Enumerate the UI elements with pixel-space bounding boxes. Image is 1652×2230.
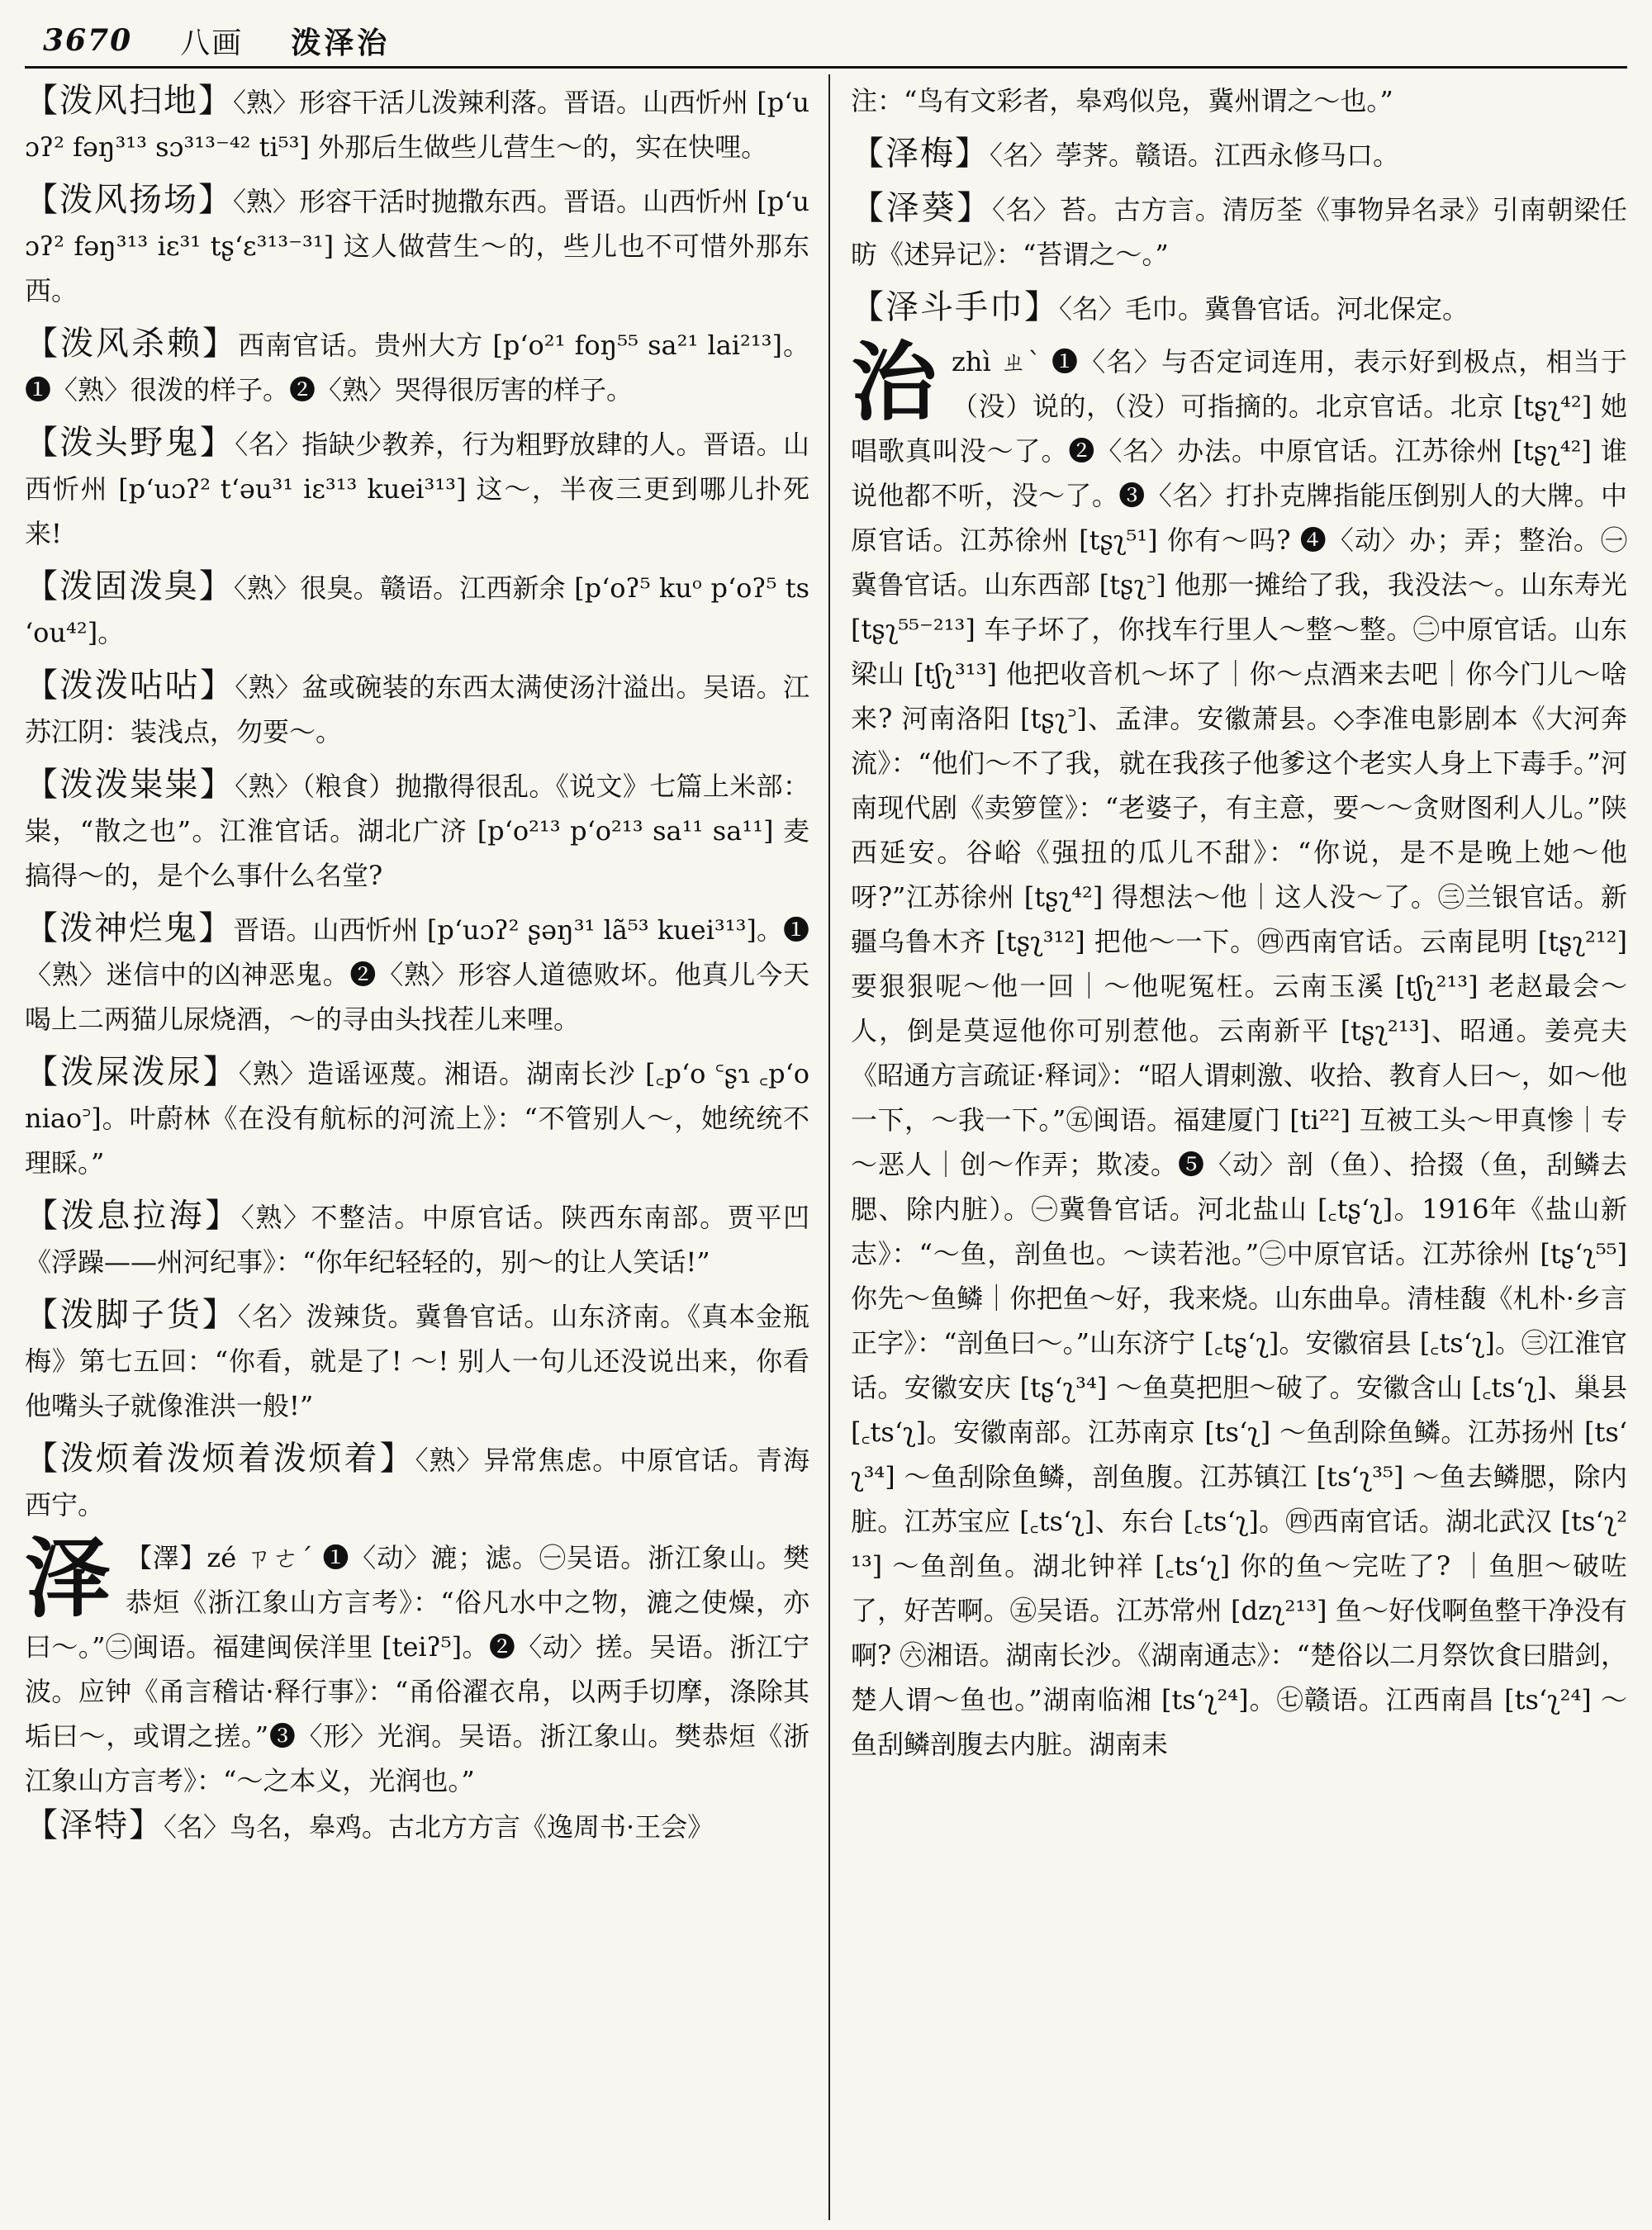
character-definition: 【澤】zé ㄗㄜˊ ❶〈动〉漉；滤。㊀吴语。浙江象山。樊恭烜《浙江象山方言考》：“俗凡水中之物，漉之使燥，亦曰～。”㊁闽语。福建闽侯洋里 [teiʔ⁵]。❷〈动〉搓。吴语。浙江宁波。应钟《甬言稽诂·释行事》：“甬俗濯衣帛，以两手切摩，涤除其垢曰～，或谓之搓。”❸〈形〉光润。吴语。浙江象山。樊恭烜《浙江象山方言考》：“～之本义，光润也。” <box>25 1542 809 1796</box>
entry <box>25 321 809 412</box>
entry-definition: 〈名〉苔。古方言。清厉荃《事物异名录》引南朝梁任昉《述异记》：“苔谓之～。” <box>851 194 1627 270</box>
character-entry <box>851 331 1627 1767</box>
entry-definition: 〈名〉鸟名，皋鸡。古北方方言《逸周书·王会》 <box>164 1811 714 1843</box>
headword: 【泼烦着泼烦着泼烦着】 <box>25 1440 415 1478</box>
headword: 【泼风扬场】 <box>25 181 234 219</box>
right-column <box>851 78 1627 2224</box>
entry <box>25 1050 809 1185</box>
entry <box>25 420 809 556</box>
entry-definition: 〈熟〉很臭。赣语。江西新余 [pʻoʔ⁵ kuᵒ pʻoʔ⁵ tsʻou⁴²]。 <box>25 572 809 648</box>
entry-definition: 〈熟〉不整洁。中原官话。陕西东南部。贾平凹《浮躁——州河纪事》：“你年纪轻轻的，别～的让人笑话!” <box>25 1202 809 1278</box>
header-characters: 泼泽治 <box>291 25 391 60</box>
entry <box>25 663 809 754</box>
headword: 【泼泼呫呫】 <box>25 667 235 705</box>
entry-definition: 〈名〉泼辣货。冀鲁官话。山东济南。《真本金瓶梅》第七五回：“你看，就是了! ～! 别人一句儿还没说出来，你看他嘴头子就像淮洪一般!” <box>25 1301 809 1421</box>
headword: 【泽斗手巾】 <box>851 288 1059 326</box>
headword: 【泽葵】 <box>851 189 992 227</box>
entry <box>25 1803 809 1849</box>
column-divider <box>828 74 830 2220</box>
headword: 【泼风杀赖】 <box>25 325 239 363</box>
section-label: 八画 <box>180 26 244 60</box>
continued-text: 注：“鸟有文彩者，皋鸡似凫，冀州谓之～也。” <box>851 85 1393 116</box>
left-column <box>25 78 809 2224</box>
entry-definition: 〈熟〉（粮食）抛撒得很乱。《说文》七篇上米部：粜，“散之也”。江淮官话。湖北广济 [pʻo²¹³ pʻo²¹³ sa¹¹ sa¹¹] 麦搞得～的，是个么事什么名堂? <box>25 771 809 891</box>
entry <box>25 78 809 169</box>
head-character: 泽 <box>25 1527 112 1629</box>
entry-definition: 〈名〉指缺少教养，行为粗野放肆的人。晋语。山西忻州 [pʻuɔʔ² tʻəu³¹ iɛ³¹³ kuei³¹³] 这～，半夜三更到哪儿扑死来! <box>25 429 809 549</box>
page-number: 3670 <box>43 23 133 58</box>
headword: 【泼泼粜粜】 <box>25 766 235 804</box>
entry-definition: 晋语。山西忻州 [pʻuɔʔ² ʂəŋ³¹ lã⁵³ kuei³¹³]。❶〈熟〉迷信中的凶神恶鬼。❷〈熟〉形容人道德败坏。他真儿今天喝上二两猫儿尿烧酒，～的寻由头找茬儿来哩。 <box>25 914 809 1035</box>
entry <box>25 1293 809 1428</box>
entry-definition: 〈名〉毛巾。冀鲁官话。河北保定。 <box>1059 293 1469 325</box>
headword: 【泼风扫地】 <box>25 82 234 120</box>
character-definition: zhì ㄓˋ ❶〈名〉与否定词连用，表示好到极点，相当于（没）说的，（没）可指摘的。北京官话。北京 [tʂʅ⁴²] 她唱歌真叫没～了。❷〈名〉办法。中原官话。江苏徐州 [tʂʅ⁴²] 谁说他都不听，没～了。❸〈名〉打扑克牌指能压倒别人的大牌。中原官话。江苏徐州 [tʂʅ⁵¹] 你有～吗? ❹〈动〉办；弄；整治。㊀冀鲁官话。山东西部 [tʂʅ꜄] 他那一摊给了我，我没法～。山东寿光 [tʂʅ⁵⁵⁻²¹³] 车子坏了，你找车行里人～整～整。㊁中原官话。山东梁山 [tʃʅ³¹³] 他把收音机～坏了｜你～点酒来去吧｜你今门儿～啥来? 河南洛阳 [tʂʅ꜄]、孟津。安徽萧县。◇李准电影剧本《大河奔流》：“他们～不了我，就在我孩子他爹这个老实人身上下毒手。”河南现代剧《卖箩筐》：“老婆子，有主意，要～～贪财图利人儿。”陕西延安。谷峪《强扭的瓜儿不甜》：“你说，是不是晚上她～他呀?”江苏徐州 [tʂʅ⁴²] 得想法～他｜这人没～了。㊂兰银官话。新疆乌鲁木齐 [tʂʅ³¹²] 把他～一下。㊃西南官话。云南昆明 [tʂʅ²¹²] 要狠狠呢～他一回｜～他呢冤枉。云南玉溪 [tʃʅ²¹³] 老赵最会～人，倒是莫逗他你可别惹他。云南新平 [tʂʅ²¹³]、昭通。姜亮夫《昭通方言疏证·释词》：“昭人谓刺激、收拾、教育人曰～，如～他一下，～我一下。”㊄闽语。福建厦门 [ti²²] 互被工头～甲真惨｜专～恶人｜创～作弄；欺凌。❺〈动〉剖（鱼）、拾掇（鱼，刮鳞去腮、除内脏）。㊀冀鲁官话。河北盐山 [꜀tʂʻʅ]。1916年《盐山新志》：“～鱼，剖鱼也。～读若池。”㊁中原官话。江苏徐州 [tʂʻʅ⁵⁵] 你先～鱼鳞｜你把鱼～好，我来烧。山东曲阜。清桂馥《札朴·乡言正字》：“剖鱼曰～。”山东济宁 [꜀tʂʻʅ]。安徽宿县 [꜀tsʻʅ]。㊂江淮官话。安徽安庆 [tʂʻʅ³⁴] ～鱼莫把胆～破了。安徽含山 [꜀tsʻʅ]、巢县 [꜀tsʻʅ]。安徽南部。江苏南京 [tsʻʅ] ～鱼刮除鱼鳞。江苏扬州 [tsʻʅ³⁴] ～鱼刮除鱼鳞，剖鱼腹。江苏镇江 [tsʻʅ³⁵] ～鱼去鳞腮，除内脏。江苏宝应 [꜀tsʻʅ]、东台 [꜀tsʻʅ]。㊃西南官话。湖北武汉 [tsʻʅ²¹³] ～鱼剖鱼。湖北钟祥 [꜀tsʻʅ] 你的鱼～完咗了? ｜鱼胆～破咗了，好苦啊。㊄吴语。江苏常州 [dzʅ²¹³] 鱼～好伐啊鱼整干净没有啊? ㊅湘语。湖南长沙。《湖南通志》：“楚俗以二月祭饮食曰腊剑，楚人谓～鱼也。”湖南临湘 [tsʻʅ²⁴]。㊆赣语。江西南昌 [tsʻʅ²⁴] ～鱼刮鳞剖腹去内脏。湖南耒 <box>851 346 1627 1760</box>
entry <box>25 1193 809 1284</box>
entry <box>25 178 809 313</box>
headword: 【泼固泼臭】 <box>25 567 234 605</box>
entry-definition: 西南官话。贵州大方 [pʻo²¹ foŋ⁵⁵ sa²¹ lai²¹³]。❶〈熟〉很泼的样子。❷〈熟〉哭得很厉害的样子。 <box>25 330 809 406</box>
page-header <box>43 15 1629 66</box>
entry-definition: 〈名〉荸荠。赣语。江西永修马口。 <box>990 140 1400 171</box>
headword: 【泽特】 <box>25 1806 164 1844</box>
header-rule <box>25 66 1627 69</box>
entry <box>25 564 809 655</box>
entry <box>851 186 1627 277</box>
entry <box>25 906 809 1041</box>
entry-definition: 〈熟〉形容干活儿泼辣利落。晋语。山西忻州 [pʻuɔʔ² fəŋ³¹³ sɔ³¹³⁻⁴² ti⁵³] 外那后生做些儿营生～的，实在快哩。 <box>25 87 809 163</box>
headword: 【泼息拉海】 <box>25 1197 241 1235</box>
entry-definition: 〈熟〉异常焦虑。中原官话。青海西宁。 <box>25 1445 809 1521</box>
head-character: 治 <box>851 331 938 433</box>
entry <box>25 1436 809 1527</box>
entry-definition: 〈熟〉盆或碗装的东西太满使汤汁溢出。吴语。江苏江阴：装浅点，勿要～。 <box>25 671 809 747</box>
entry <box>851 285 1627 331</box>
entry-definition: 〈熟〉形容干活时抛撒东西。晋语。山西忻州 [pʻuɔʔ² fəŋ³¹³ iɛ³¹ tʂʻɛ³¹³⁻³¹] 这人做营生～的，些儿也不可惜外那东西。 <box>25 186 809 306</box>
character-entry <box>25 1527 809 1803</box>
entry <box>25 762 809 898</box>
entry-definition: 〈熟〉造谣诬蔑。湘语。湖南长沙 [꜀pʻo ꜂ʂɿ ꜀pʻo niao꜄]。叶蔚林《在没有航标的河流上》：“不管别人～，她统统不理睬。” <box>25 1058 809 1179</box>
headword: 【泼头野鬼】 <box>25 424 235 462</box>
entry <box>851 131 1627 178</box>
headword: 【泼神烂鬼】 <box>25 909 234 947</box>
headword: 【泼脚子货】 <box>25 1296 238 1334</box>
headword: 【泽梅】 <box>851 135 990 173</box>
headword: 【泼屎泼尿】 <box>25 1053 239 1091</box>
